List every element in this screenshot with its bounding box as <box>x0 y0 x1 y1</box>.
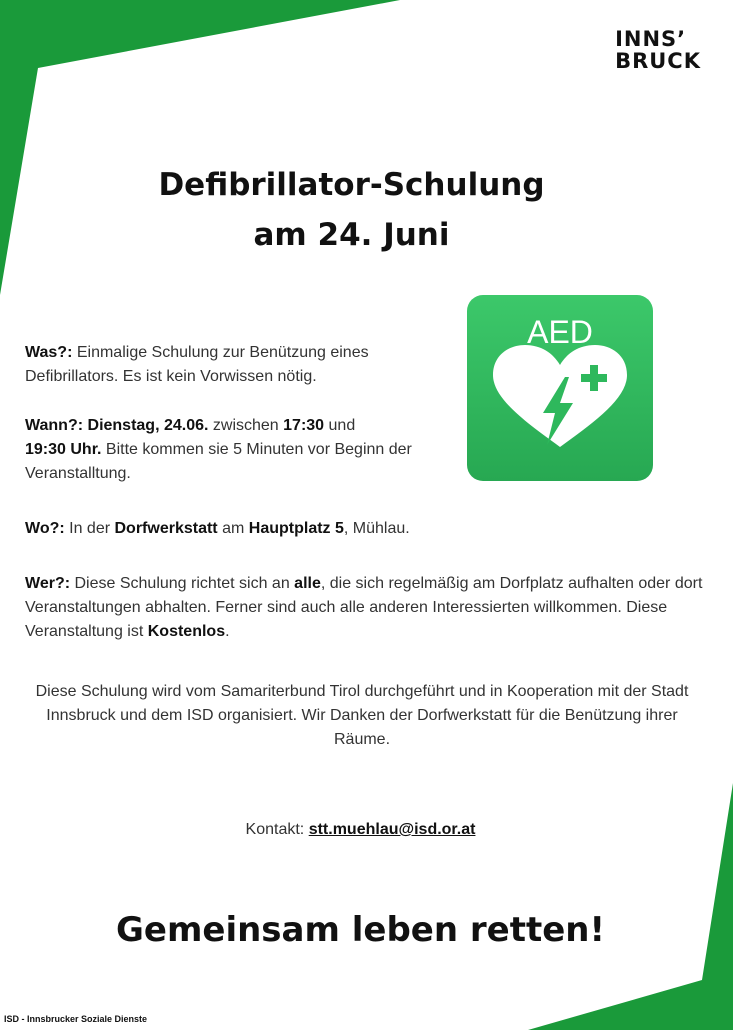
page-title <box>0 160 703 260</box>
where-place: Dorfwerkstatt <box>114 520 218 537</box>
when-text-2: und <box>324 417 356 434</box>
cooperation-note: Diese Schulung wird vom Samariterbund Tirol durchgeführt und in Kooperation mit der Stadt Innsbruck und dem ISD organisiert. Wir Danken der Dorfwerkstatt für die Benützung ihrer Räume. <box>35 683 689 748</box>
contact-email-link[interactable]: stt.muehlau@isd.or.at <box>308 821 476 838</box>
who-section <box>25 572 705 644</box>
where-label: Wo?: <box>25 520 65 537</box>
when-date: Dienstag, 24.06. <box>83 417 209 434</box>
aed-icon <box>467 295 653 481</box>
where-section <box>25 517 705 541</box>
who-text-2: , die sich regelmäßig am Dorfplatz aufhalten oder dort Veranstaltungen abhalten. Ferner sind auch alle anderen Interessierten willkommen. Diese Veranstaltung ist <box>25 575 703 640</box>
when-text-1: zwischen <box>208 417 284 434</box>
footer-organization: ISD - Innsbrucker Soziale Dienste <box>4 1014 148 1024</box>
who-text-3: . <box>225 623 230 640</box>
where-text-1: In der <box>64 520 115 537</box>
where-address: Hauptplatz 5 <box>248 520 344 537</box>
logo-line-1: INNS’ <box>615 27 687 51</box>
who-alle: alle <box>294 575 321 592</box>
slogan: Gemeinsam leben retten! <box>115 910 605 950</box>
when-section <box>25 414 425 486</box>
contact-label: Kontakt: <box>245 821 309 838</box>
what-text: Einmalige Schulung zur Benützung eines Defibrillators. Es ist kein Vorwissen nötig. <box>25 344 369 385</box>
who-label: Wer?: <box>25 575 71 592</box>
title-line-1: Defibrillator-Schulung <box>158 167 545 203</box>
when-label: Wann?: <box>25 417 84 434</box>
title-line-2: am 24. Juni <box>253 217 450 253</box>
where-text-2: am <box>217 520 249 537</box>
logo-line-2: BRUCK <box>615 49 701 73</box>
who-text-1: Diese Schulung richtet sich an <box>70 575 295 592</box>
where-text-3: , Mühlau. <box>343 520 410 537</box>
what-label: Was?: <box>25 344 73 361</box>
innsbruck-logo <box>615 28 701 72</box>
what-section <box>25 341 425 389</box>
when-text-3: Bitte kommen sie 5 Minuten vor Beginn der Veranstalltung. <box>25 441 412 482</box>
aed-label: AED <box>527 314 593 350</box>
when-end-time: 19:30 Uhr. <box>25 441 102 458</box>
when-start-time: 17:30 <box>283 417 325 434</box>
who-price: Kostenlos <box>147 623 226 640</box>
contact-line <box>0 818 721 842</box>
